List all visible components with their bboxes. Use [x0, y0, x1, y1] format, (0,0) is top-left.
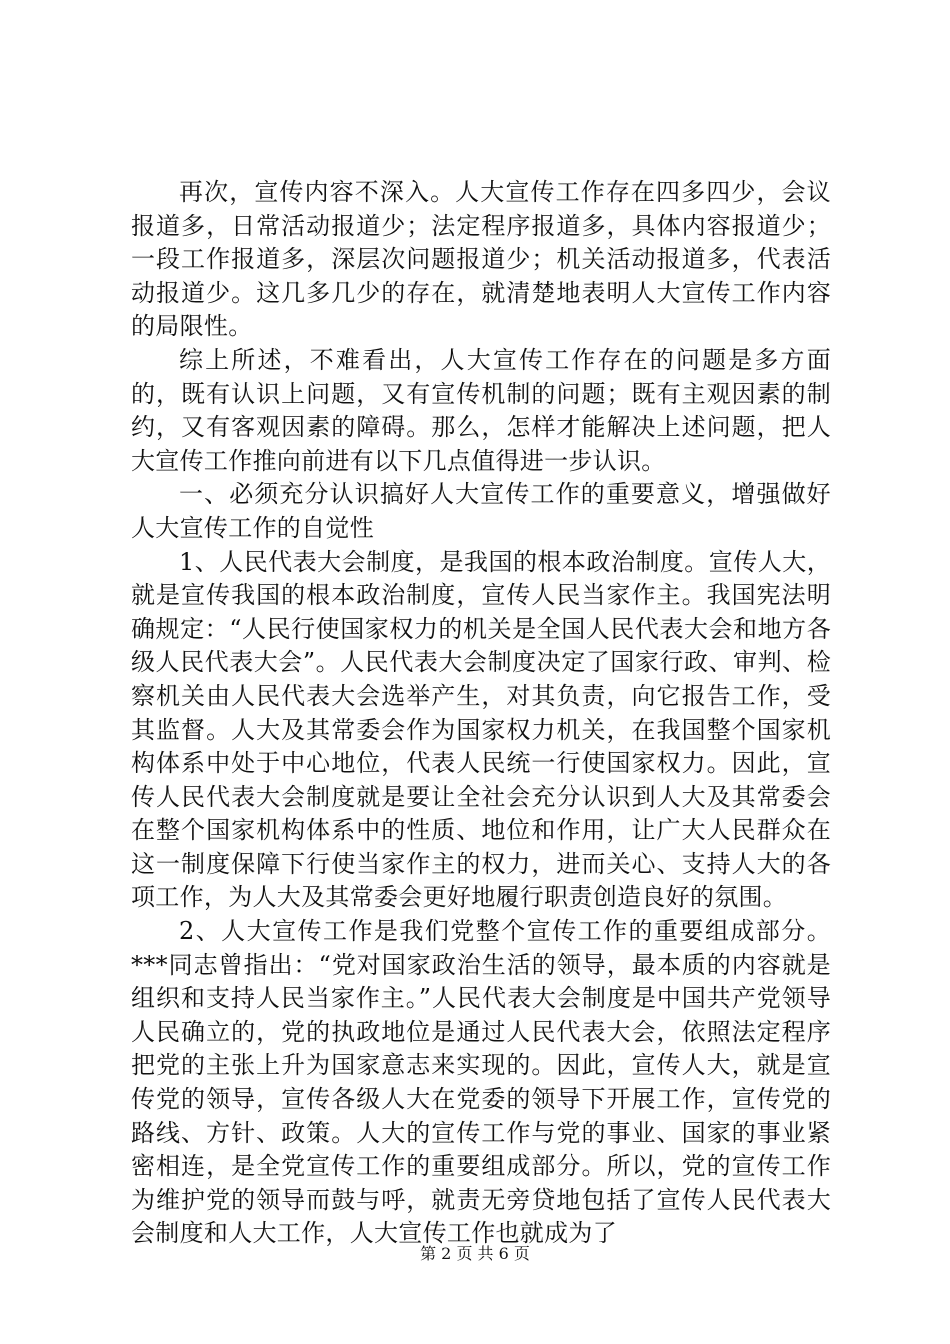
section-heading-1: 一、必须充分认识搞好人大宣传工作的重要意义，增强做好人大宣传工作的自觉性 [131, 480, 831, 542]
paragraph-summary: 综上所述，不难看出，人大宣传工作存在的问题是多方面的，既有认识上问题，又有宣传机制的问题；既有主观因素的制约，又有客观因素的障碍。那么，怎样才能解决上述问题，把人大宣传工作推向前进有以下几点值得进一步认识。 [131, 345, 831, 475]
document-body [131, 176, 831, 1251]
paragraph-content-depth: 再次，宣传内容不深入。人大宣传工作存在四多四少，会议报道多，日常活动报道少；法定程序报道多，具体内容报道少；一段工作报道多，深层次问题报道少；机关活动报道多，代表活动报道少。这几多几少的存在，就清楚地表明人大宣传工作内容的局限性。 [131, 178, 831, 341]
paragraph-point-2: 2、人大宣传工作是我们党整个宣传工作的重要组成部分。***同志曾指出：“党对国家政治生活的领导，最本质的内容就是组织和支持人民当家作主。”人民代表大会制度是中国共产党领导人民确立的，党的执政地位是通过人民代表大会，依照法定程序把党的主张上升为国家意志来实现的。因此，宣传人大，就是宣传党的领导，宣传各级人大在党委的领导下开展工作，宣传党的路线、方针、政策。人大的宣传工作与党的事业、国家的事业紧密相连，是全党宣传工作的重要组成部分。所以，党的宣传工作为维护党的领导而鼓与呼，就责无旁贷地包括了宣传人民代表大会制度和人大工作，人大宣传工作也就成为了 [131, 917, 831, 1248]
paragraph-point-1: 1、人民代表大会制度，是我国的根本政治制度。宣传人大，就是宣传我国的根本政治制度，宣传人民当家作主。我国宪法明确规定：“人民行使国家权力的机关是全国人民代表大会和地方各级人民代表大会”。人民代表大会制度决定了国家行政、审判、检察机关由人民代表大会选举产生，对其负责，向它报告工作，受其监督。人大及其常委会作为国家权力机关，在我国整个国家机构体系中处于中心地位，代表人民统一行使国家权力。因此，宣传人民代表大会制度就是要让全社会充分认识到人大及其常委会在整个国家机构体系中的性质、地位和作用，让广大人民群众在这一制度保障下行使当家作主的权力，进而关心、支持人大的各项工作，为人大及其常委会更好地履行职责创造良好的氛围。 [131, 547, 831, 912]
page-number-footer: 第 2 页 共 6 页 [420, 1244, 530, 1263]
